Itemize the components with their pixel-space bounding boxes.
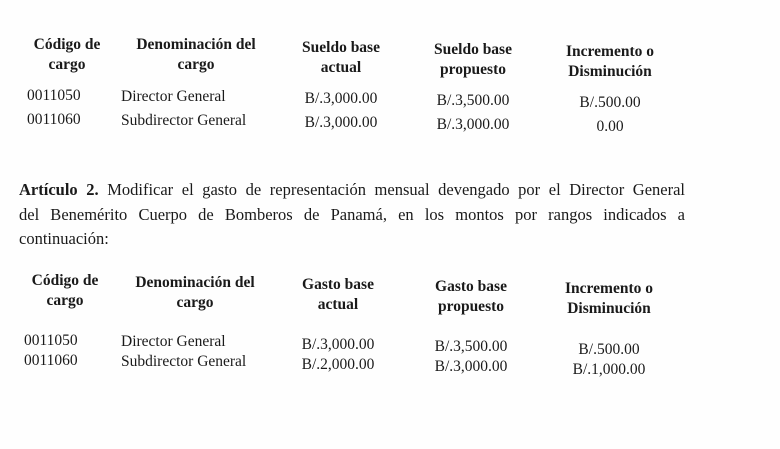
header-line: Incremento o (566, 43, 654, 60)
cell-incremento: B/.1,000.00 (572, 361, 646, 378)
header-line: Gasto base (435, 278, 507, 295)
cell-denominacion: Director General (121, 333, 226, 350)
header-line: Incremento o (565, 280, 653, 297)
cell-actual: B/.3,000.00 (304, 90, 378, 107)
header-line: Denominación del (136, 36, 256, 53)
cell-actual: B/.2,000.00 (301, 356, 375, 373)
header-denominacion (136, 35, 255, 75)
paragraph-line (19, 178, 685, 203)
header-sueldo-propuesto (434, 40, 512, 80)
header-codigo (34, 35, 101, 75)
header-line: Disminución (568, 63, 652, 80)
header-line: propuesto (437, 298, 505, 315)
article-paragraph (19, 178, 685, 252)
header-line: propuesto (439, 61, 507, 78)
cell-incremento: B/.500.00 (578, 341, 640, 358)
header-line: actual (317, 296, 359, 313)
cell-propuesto: B/.3,000.00 (434, 358, 508, 375)
header-line: Disminución (567, 300, 651, 317)
cell-incremento: B/.500.00 (579, 94, 641, 111)
header-gasto-propuesto (435, 277, 507, 317)
header-line: actual (320, 59, 362, 76)
cell-codigo: 0011050 (27, 87, 81, 104)
header-line: Código de (33, 36, 101, 53)
paragraph-line: continuación: (19, 229, 109, 248)
cell-denominacion: Subdirector General (121, 112, 247, 129)
header-gasto-actual (302, 275, 374, 315)
header-line: cargo (177, 56, 215, 73)
header-line: Sueldo base (434, 41, 512, 58)
header-sueldo-actual (302, 38, 380, 78)
paragraph-line: del Benemérito Cuerpo de Bomberos de Panamá, en los montos por rangos indicados a (19, 204, 685, 224)
header-line: Denominación del (135, 274, 255, 291)
header-incremento (566, 42, 654, 82)
article-label: Artículo 2. (19, 180, 99, 199)
header-line: Código de (31, 272, 99, 289)
header-line: cargo (176, 294, 214, 311)
header-line: cargo (48, 56, 86, 73)
header-denominacion (135, 273, 254, 313)
header-line: Sueldo base (302, 39, 380, 56)
cell-codigo: 0011060 (24, 352, 78, 369)
cell-codigo: 0011050 (24, 332, 78, 349)
cell-denominacion: Subdirector General (121, 353, 247, 370)
cell-actual: B/.3,000.00 (301, 336, 375, 353)
cell-actual: B/.3,000.00 (304, 114, 378, 131)
cell-propuesto: B/.3,000.00 (436, 116, 510, 133)
header-codigo (32, 271, 99, 311)
cell-propuesto: B/.3,500.00 (436, 92, 510, 109)
cell-denominacion: Director General (121, 88, 226, 105)
cell-propuesto: B/.3,500.00 (434, 338, 508, 355)
cell-codigo: 0011060 (27, 111, 81, 128)
header-incremento (565, 279, 653, 319)
header-line: cargo (46, 292, 84, 309)
cell-incremento: 0.00 (596, 118, 624, 135)
paragraph-text: Modificar el gasto de representación mensual devengado por el Director General (98, 180, 685, 199)
header-line: Gasto base (302, 276, 374, 293)
